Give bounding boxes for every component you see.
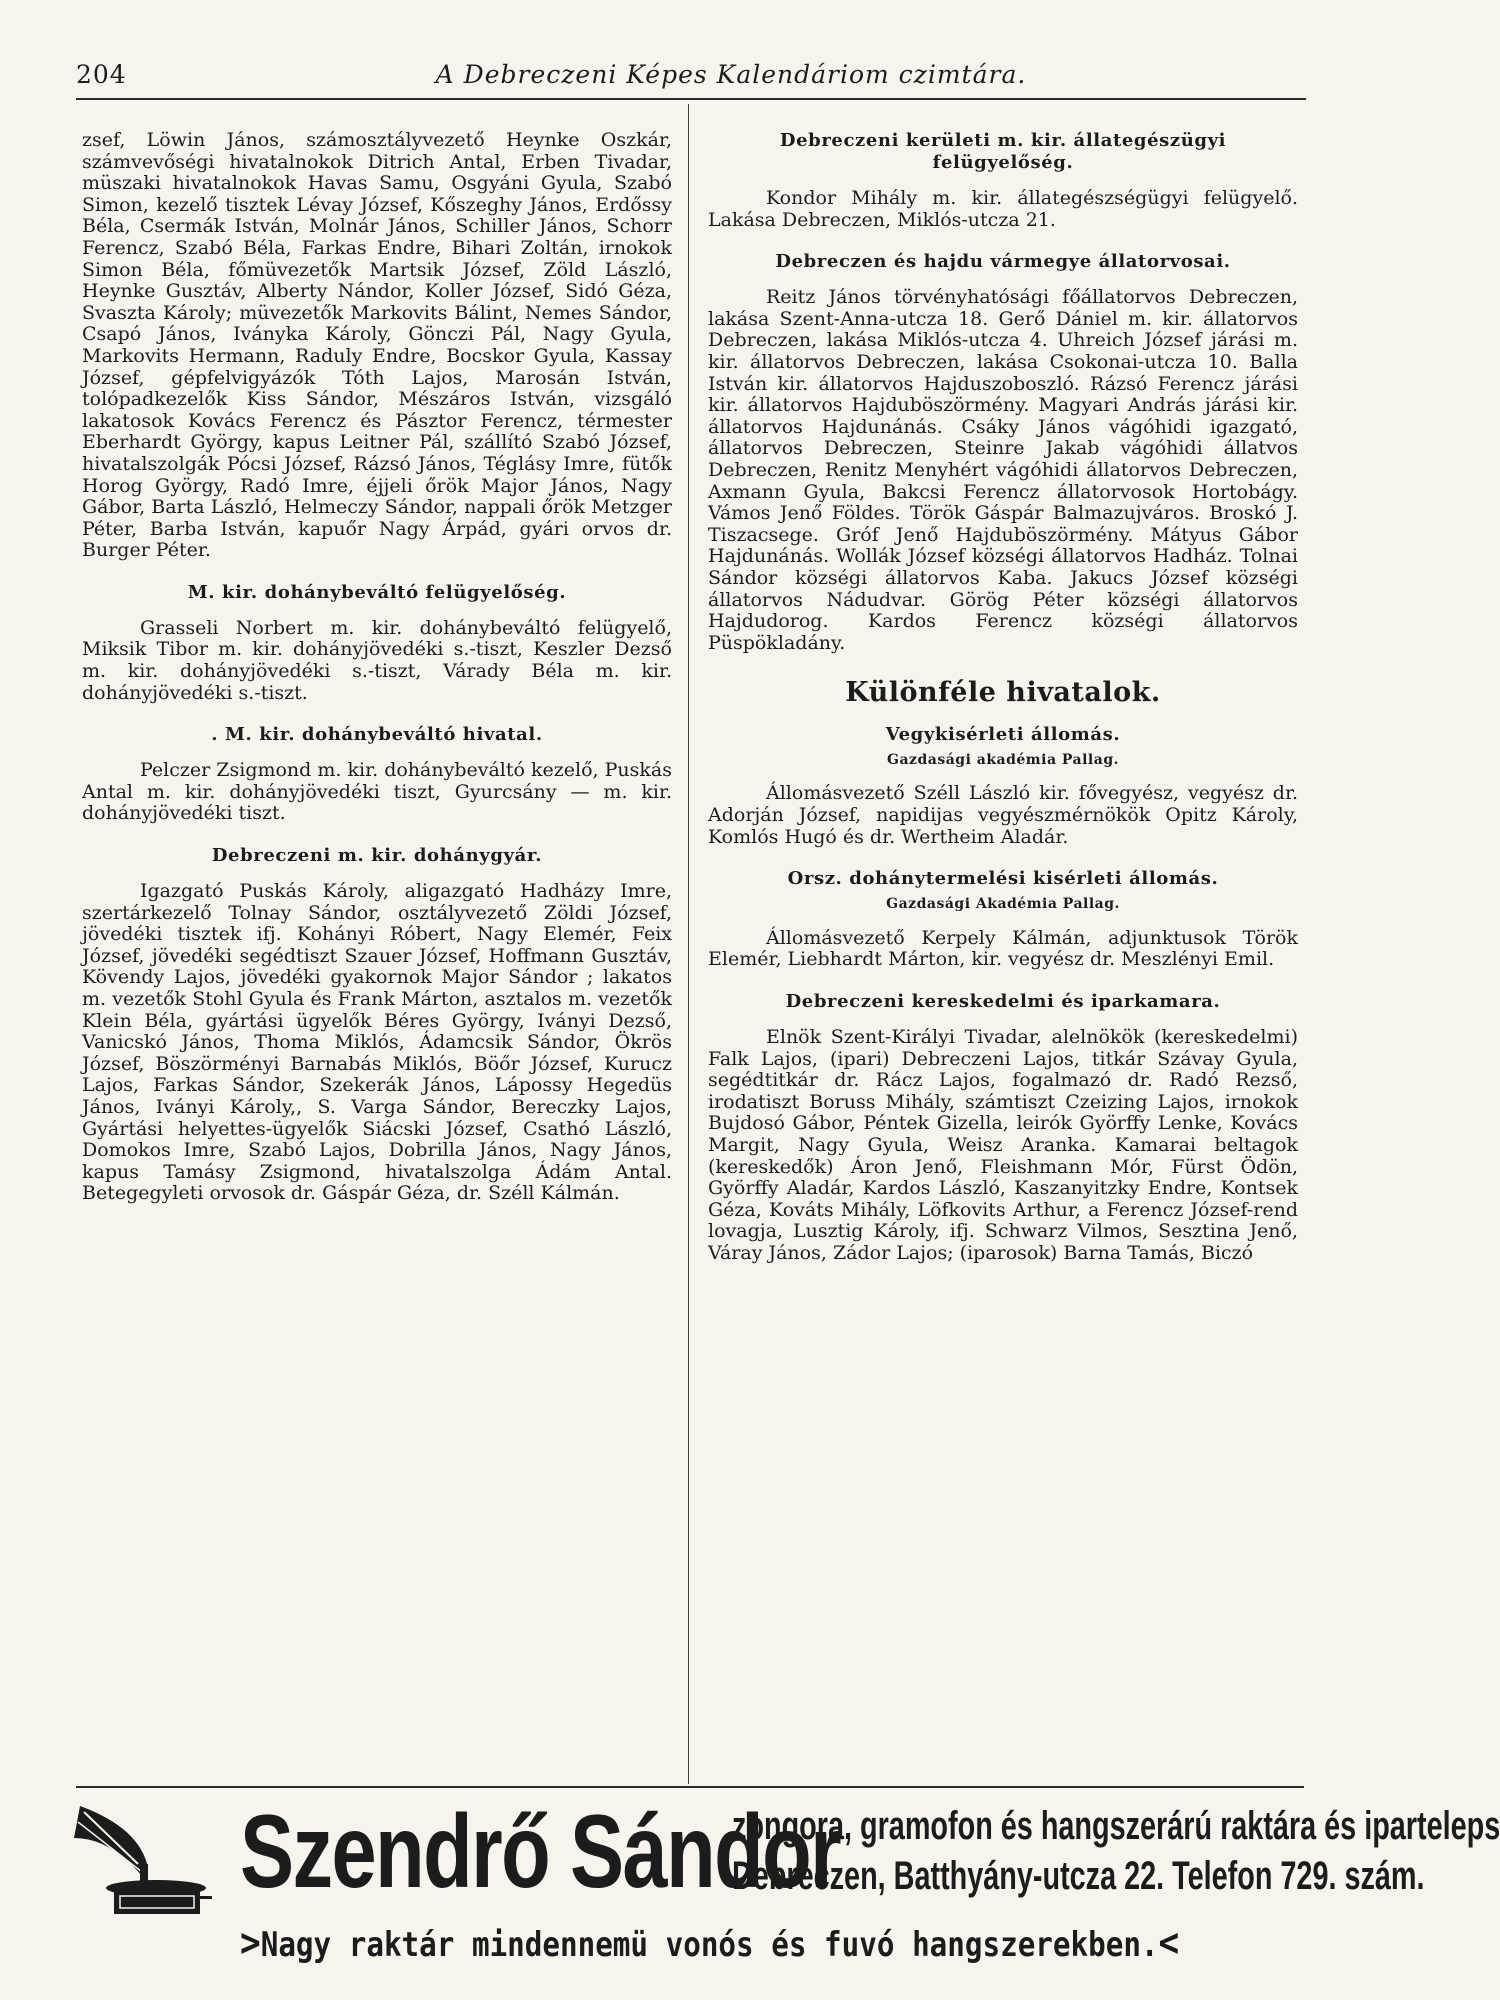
page-number: 204 — [76, 60, 127, 89]
advertisement-tagline — [240, 1920, 1180, 1966]
section-heading-tobacco-office: . M. kir. dohánybeváltó hivatal. — [211, 724, 543, 746]
advertiser-description: zongora, gramofon és hangszerárú raktára és iparteleps — [732, 1804, 1500, 1848]
paragraph-chamber-of-commerce: Elnök Szent-Királyi Tivadar, alelnökök (kereskedelmi) Falk Lajos, (ipari) Debreczeni Lajos, titkár Szávay Gyula, segédtitkár dr. Rácz Lajos, fogalmazó dr. Radó Rezső, irodatiszt Boruss Mihály, számtiszt Czeizing Lajos, irnokok Bujdosó Gábor, Péntek Gizella, leirók Györffy Lenke, Kovács Margit, Nagy Gyula, Weisz Aranka. Kamarai beltagok (kereskedők) Áron Jenő, Fleishmann Mór, Fürst Ödön, Györffy Aladár, Kardos László, Kaszanyitzky Endre, Kontsek Géza, Kováts Mihály, Löfkovits Arthur, a Ferencz József-rend lovagja, Lusztig Károly, ifj. Schwarz Vilmos, Sesztina Jenő, Váray János, Zádor Lajos; (iparosok) Barna Tamás, Biczó — [708, 1026, 1298, 1264]
paragraph-veterinarians: Reitz János törvényhatósági főállatorvos Debreczen, lakása Szent-Anna-utcza 18. Gerő Dániel m. kir. állatorvos Debreczen, lakása Miklós-utcza 4. Uhreich József járási m. kir. állatorvos Debreczen, lakása Csokonai-utcza 10. Balla István kir. állatorvos Hajduszoboszló. Rázsó Ferencz járási kir. állatorvos Hajduböszörmény. Magyari András járási kir. állatorvos Hajdunánás. Csáky János vágóhidi igazgató, állatorvos Debreczen, Steinre Jakab vágóhidi állatvos Debreczen, Renitz Menyhért vágóhidi állatorvos Debreczen, Axmann Gyula, Bakcsi Ferencz állatorvosok Hortobágy. Vámos Jenő Földes. Török Gáspár Balmazujváros. Broskó J. Tiszacsege. Gróf Jenő Hajduböszörmény. Mátyus Gábor Hajdunánás. Wollák József községi állatorvos Hadház. Tolnai Sándor községi állatorvos Kaba. Jakucs József községi állatorvos Nádudvar. Görög Péter községi állatorvos Hajdudorog. Kardos Ferencz községi állatorvos Püspökladány. — [708, 286, 1298, 654]
paragraph-tobacco-factory: Igazgató Puskás Károly, aligazgató Hadházy Imre, szertárkezelő Tolnay Sándor, osztályvezető Zöldi József, jövedéki tisztek ifj. Kohányi Róbert, Nagy Elemér, Feix József, jövedéki segédtiszt Szauer József, Hoffmann Gusztáv, Kövendy Lajos, jövedéki gyakornok Major Sándor ; lakatos m. vezetők Stohl Gyula és Frank Márton, asztalos m. vezetők Klein Béla, gyártási ügyelők Béres György, Iványi Dezső, Vanicskó János, Thoma Miklós, Ádamcsik Sándor, Ökrös József, Böszörményi Barnabás Miklós, Böőr József, Kurucz Lajos, Farkas Sándor, Szekerák János, Lápossy Hegedüs János, Iványi Károly,, S. Varga Sándor, Bereczky Lajos, Gyártási helyettes-ügyelők Siácski József, Csathó László, Domokos Imre, Szabó Lajos, Dobrilla János, Nagy János, kapus Tamásy Zsigmond, hivatalszolga Ádám Antal. Betegegyleti orvosok dr. Gáspár Géza, dr. Széll Kálmán. — [82, 880, 672, 1205]
paragraph-tobacco-inspectorate: Grasseli Norbert m. kir. dohánybeváltó felügyelő, Miksik Tibor m. kir. dohányjövedéki s.-tiszt, Keszler Dezső m. kir. dohányjövedéki s.-tiszt, Várady Béla m. kir. dohányjövedéki s.-tiszt. — [82, 616, 672, 704]
subheading-chemical-station-location: Gazdasági akadémia Pallag. — [887, 751, 1119, 768]
left-column — [82, 130, 672, 1205]
running-header — [76, 58, 1306, 100]
section-heading-veterinary-inspectorate: Debreczeni kerületi m. kir. állategészügyi felügyelőség. — [779, 130, 1227, 173]
arrow-right-icon: > — [240, 1920, 261, 1966]
paragraph-chemical-station: Állomásvezető Széll László kir. fővegyész, vegyész dr. Adorján József, napidijas vegyészmérnökök Opitz Károly, Komlós Hugó és dr. Wertheim Aladár. — [708, 782, 1298, 848]
section-heading-chamber-of-commerce: Debreczeni kereskedelmi és iparkamara. — [785, 991, 1221, 1013]
paragraph-tobacco-research-station: Állomásvezető Kerpely Kálmán, adjunktusok Török Elemér, Liebhardt Márton, kir. vegyész dr. Meszlényi Emil. — [708, 926, 1298, 971]
section-heading-tobacco-research-station: Orsz. dohánytermelési kisérleti állomás. — [787, 868, 1219, 890]
column-divider — [688, 104, 689, 1784]
running-title: A Debreczeni Képes Kalendáriom czimtára. — [435, 60, 1027, 89]
advertiser-name: Szendrő Sándor — [240, 1794, 841, 1910]
advertiser-address: Debreczen, Batthyány-utcza 22. Telefon 729. szám. — [732, 1854, 1425, 1898]
right-column — [708, 130, 1298, 1265]
subheading-tobacco-research-location: Gazdasági Akadémia Pallag. — [886, 896, 1120, 913]
paragraph-veterinary-inspectorate: Kondor Mihály m. kir. állategészségügyi felügyelő. Lakása Debreczen, Miklós-utcza 21. — [708, 187, 1298, 231]
advertisement — [70, 1786, 1500, 1976]
tagline-text: Nagy raktár mindennemü vonós és fuvó hangszerekben. — [260, 1925, 1159, 1965]
arrow-left-icon: < — [1158, 1920, 1180, 1966]
advertisement-rule — [76, 1786, 1304, 1788]
section-heading-tobacco-inspectorate: M. kir. dohánybeváltó felügyelőség. — [187, 581, 567, 603]
gramophone-icon — [70, 1798, 230, 1918]
paragraph-tobacco-office: Pelczer Zsigmond m. kir. dohánybeváltó kezelő, Puskás Antal m. kir. dohányjövedéki tiszt, Gyurcsány — m. kir. dohányjövedéki tiszt. — [82, 759, 672, 825]
section-heading-tobacco-factory: Debreczeni m. kir. dohánygyár. — [211, 845, 543, 867]
section-heading-chemical-station: Vegykisérleti állomás. — [885, 723, 1121, 745]
section-title-various-offices: Különféle hivatalok. — [845, 677, 1161, 709]
section-heading-veterinarians: Debreczen és hajdu vármegye állatorvosai. — [775, 251, 1231, 273]
paragraph-staff-list: zsef, Löwin János, számosztályvezető Heynke Oszkár, számvevőségi hivatalnokok Ditrich Antal, Erben Tivadar, müszaki hivatalnokok Havas Samu, Osgyáni Gyula, Szabó Simon, kezelő tisztek Lévay József, Kőszeghy János, Erdőssy Béla, Csermák István, Molnár János, Schiller János, Schorr Ferencz, Szabó Béla, Farkas Endre, Bihari Zoltán, irnokok Simon Béla, főmüvezetők Martsik József, Zöld László, Heynke Gusztáv, Alberty Nándor, Koller József, Sidó Géza, Svaszta Károly; müvezetők Markovits Bálint, Nemes Sándor, Csapó János, Iványka Károly, Gönczi Pál, Nagy Gyula, Markovits Hermann, Raduly Endre, Bocskor Gyula, Kassay József, gépfelvigyázók Tóth Lajos, Marosán István, tolópadkezelők Kiss Sándor, Mészáros István, vizsgáló lakatosok Kovács Ferencz és Pásztor Ferencz, térmester Eberhardt György, kapus Leitner Pál, szállító Szabó József, hivatalszolgák Pócsi József, Rázsó János, Téglásy Imre, fütők Horog György, Radó Imre, éjjeli őrök Major János, Nagy Gábor, Barta László, Helmeczy Sándor, nappali őrök Metzger Péter, Barba István, kapuőr Nagy Árpád, gyári orvos dr. Burger Péter. — [82, 129, 672, 562]
